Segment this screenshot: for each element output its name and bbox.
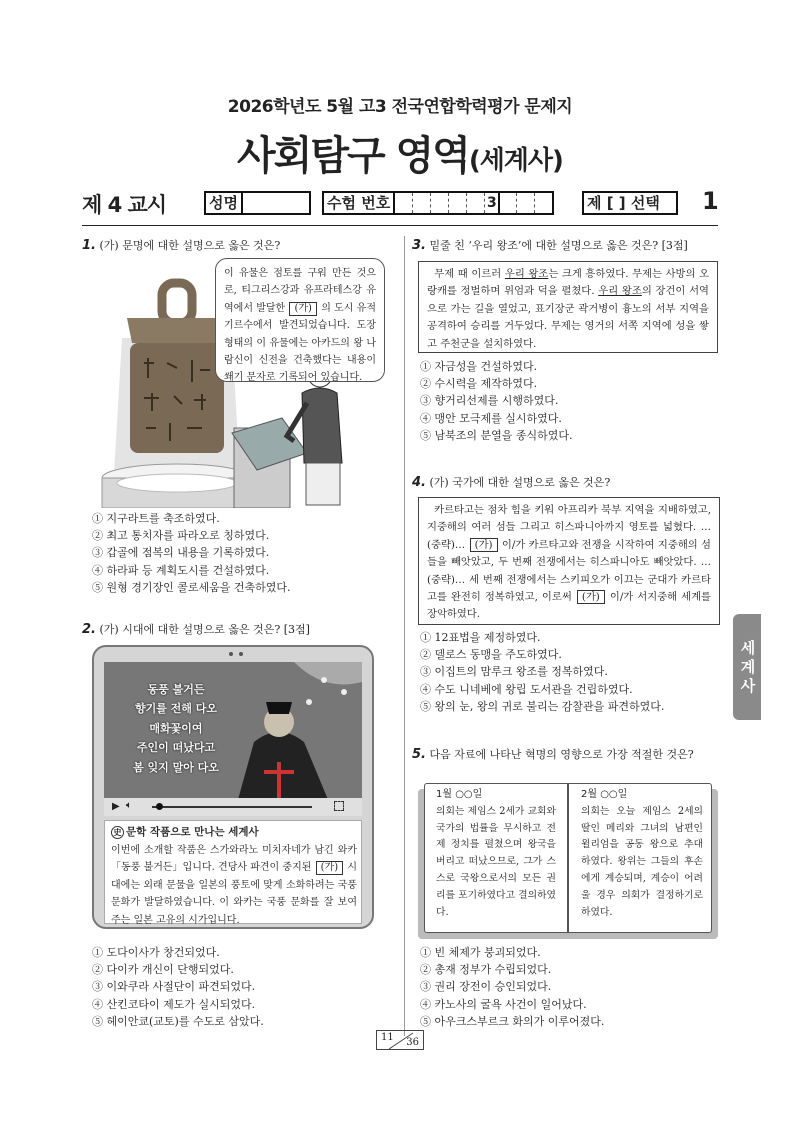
seal-handle <box>162 283 192 323</box>
footer-page: 11 <box>381 1032 394 1043</box>
name-label: 성명 <box>206 193 243 213</box>
choice-5[interactable]: ⑤ 남북조의 분열을 종식하였다. <box>420 428 573 442</box>
video-screen[interactable] <box>104 662 362 814</box>
number-cell <box>430 193 431 213</box>
question-5-choices <box>420 944 604 1030</box>
question-4-passage <box>418 497 720 625</box>
camera-dot <box>229 652 233 656</box>
question-2-choices <box>92 944 264 1030</box>
choice-2[interactable]: ② 수시력을 제작하였다. <box>420 377 538 391</box>
question-4-stem <box>412 474 610 491</box>
choice-5[interactable]: ⑤ 아우크스부르크 화의가 이루어졌다. <box>420 1014 605 1028</box>
choice-5[interactable]: ⑤ 왕의 눈, 왕의 귀로 불리는 감찰관을 파견하였다. <box>420 699 665 713</box>
question-3-stem <box>412 237 688 254</box>
question-text: 밑줄 친 ‘우리 왕조’에 대한 설명으로 옳은 것은? [3점] <box>429 239 688 252</box>
choice-4[interactable]: ④ 하라파 등 계획도시를 건설하였다. <box>92 563 270 577</box>
choice-1[interactable]: ① 자금성을 건설하였다. <box>420 360 538 373</box>
choice-3[interactable]: ③ 권리 장전이 승인되었다. <box>420 980 552 994</box>
choice-1[interactable]: ① 12표법을 제정하였다. <box>420 631 541 644</box>
video-controls <box>104 798 362 816</box>
choice-4[interactable]: ④ 산킨코타이 제도가 실시되었다. <box>92 997 256 1011</box>
underlined-term: 우리 왕조 <box>598 285 642 298</box>
question-1-stem <box>82 237 280 254</box>
choice-4[interactable]: ④ 카노사의 굴욕 사건이 일어났다. <box>420 997 587 1011</box>
question-text: 다음 자료에 나타난 혁명의 영향으로 가장 적절한 것은? <box>429 748 694 761</box>
number-cell <box>466 193 467 213</box>
visitor-vest <box>302 388 342 463</box>
choice-4[interactable]: ④ 수도 니네베에 왕립 도서관을 건립하였다. <box>420 682 633 696</box>
choice-2[interactable]: ② 최고 통치자를 파라오로 칭하였다. <box>92 529 270 543</box>
choice-2[interactable]: ② 총재 정부가 수립되었다. <box>420 963 552 977</box>
exam-title: 2026학년도 5월 고3 전국연합학력평가 문제지 <box>227 97 573 117</box>
card-text-part: 이번에 소개할 작품은 스가와라노 미치자네가 남긴 와카 「동풍 불거든」입니다. 견당사 파견이 중지된 <box>111 845 357 874</box>
visitor-legs <box>306 463 340 505</box>
question-text: (가) 국가에 대한 설명으로 옳은 것은? <box>429 476 611 489</box>
card-text <box>111 842 357 929</box>
progress-handle[interactable] <box>156 803 163 810</box>
card-text-part: 시대에는 외래 문물을 일본의 풍토에 맞게 소화하려는 국풍 문화가 발달하였습니다. 이 와카는 국풍 문화를 잘 보여 주는 일본 고유의 시가입니다. <box>111 862 357 926</box>
number-cell <box>448 193 449 213</box>
history-badge-icon: 史 <box>111 826 124 839</box>
choice-1[interactable]: ① 빈 체제가 붕괴되었다. <box>420 946 541 959</box>
choice-3[interactable]: ③ 이집트의 맘루크 왕조를 정복하였다. <box>420 665 608 679</box>
info-row <box>82 187 722 219</box>
page-number: 1 <box>702 187 719 215</box>
play-icon[interactable]: ▶ <box>112 801 120 812</box>
underlined-term: 우리 왕조 <box>504 268 549 280</box>
question-text: (가) 시대에 대한 설명으로 옳은 것은? [3점] <box>99 623 310 636</box>
name-field[interactable] <box>204 191 311 215</box>
answer-blank: (가) <box>316 861 343 875</box>
choice-2[interactable]: ② 델로스 동맹을 주도하였다. <box>420 648 562 662</box>
exam-number-label: 수험 번호 <box>324 193 395 213</box>
card-title <box>111 824 259 839</box>
passage-text: 카르타고는 점차 힘을 키워 아프리카 북부 지역을 지배하였고, 지중해의 여러 섬들 그리고 히스파니아까지 영토를 넓혔다. …(중략)… <box>427 504 711 551</box>
footer-total: 36 <box>406 1037 419 1048</box>
figure-hat <box>266 702 292 714</box>
subject-main: 사회탐구 영역 <box>237 133 469 179</box>
selection-field[interactable]: 제 [ ] 선택 <box>582 191 678 215</box>
choice-3[interactable]: ③ 이와쿠라 사절단이 파견되었다. <box>92 980 256 994</box>
right-page-content <box>581 787 703 921</box>
camera-dot <box>239 652 243 656</box>
passage-text: 는 크게 흥하였다. 무제는 사방의 오랑캐를 정벌하며 위엄과 덕을 펼쳤다. <box>427 268 710 298</box>
bubble-text: 의 도시 유적 기르수에서 발견되었습니다. 도장 형태의 이 유물에는 아카드의 왕 나람신이 신전을 건축했다는 내용이 쐐기 문자로 기록되어 있습니다. <box>224 302 376 384</box>
column-divider <box>404 236 405 1036</box>
poem-line: 매화꽃이여 <box>149 721 203 735</box>
left-page-content <box>436 787 556 921</box>
poem-line: 동풍 불거든 <box>147 683 205 696</box>
pedestal-light <box>117 474 237 492</box>
fullscreen-icon[interactable] <box>334 801 344 811</box>
number-cell <box>516 193 517 213</box>
choice-5[interactable]: ⑤ 헤이안쿄(교토)를 수도로 삼았다. <box>92 1014 264 1028</box>
subject-paren: (세계사) <box>468 146 563 176</box>
question-3-choices <box>420 358 573 444</box>
choice-1[interactable]: ① 지구라트를 축조하였다. <box>92 512 220 525</box>
seal-base <box>127 318 227 343</box>
volume-icon[interactable]: 🔈︎ <box>126 800 132 811</box>
choice-2[interactable]: ② 다이카 개신이 단행되었다. <box>92 963 234 977</box>
exam-number-digit: 3 <box>487 195 497 211</box>
number-cell <box>498 193 500 213</box>
choice-5[interactable]: ⑤ 원형 경기장인 콜로세움을 건축하였다. <box>92 580 291 594</box>
choice-3[interactable]: ③ 향거리선제를 시행하였다. <box>420 394 559 408</box>
answer-blank: (가) <box>470 538 498 552</box>
exam-number-field[interactable] <box>322 191 554 215</box>
poem-line: 봄 잊지 말아 다오 <box>133 760 219 774</box>
passage-text: 무제 때 이르러 <box>434 268 505 280</box>
progress-bar[interactable] <box>152 806 312 808</box>
passage-text: 의 장건이 서역으로 가는 길을 열었고, 표기장군 곽거병이 흉노의 서부 지역을 공격하여 승리를 거두었다. 무제는 영거의 서쪽 지역에 성을 쌓고 주천군을 설치하였다. <box>427 285 710 350</box>
number-cell <box>534 193 535 213</box>
question-number: 5. <box>412 747 426 762</box>
answer-blank: (가) <box>577 590 605 604</box>
question-number: 3. <box>412 238 426 253</box>
choice-4[interactable]: ④ 맹안 모극제를 실시하였다. <box>420 411 562 425</box>
question-text: (가) 문명에 대한 설명으로 옳은 것은? <box>99 239 281 252</box>
number-cell <box>484 193 485 213</box>
answer-blank: (가) <box>289 302 316 316</box>
poem-line: 주인이 떠났다고 <box>136 741 216 755</box>
card-title-text: 문학 작품으로 만나는 세계사 <box>126 826 259 838</box>
choice-3[interactable]: ③ 갑골에 점복의 내용을 기록하였다. <box>92 546 270 560</box>
right-date: 2월 ○○일 <box>581 789 628 800</box>
bubble-text: 이 유물은 점토를 구워 만든 것으로, 티그리스강과 유프라테스강 유역에서 발달한 <box>224 268 376 314</box>
right-text: 의회는 오늘 제임스 2세의 딸인 메리와 그녀의 남편인 윌리엄을 공동 왕으로 추대하였다. 왕위는 그들의 후손에게 계승되며, 계승이 어려울 경우 의회가 결정하기로 하였다. <box>581 805 703 918</box>
question-number: 1. <box>82 238 96 253</box>
choice-1[interactable]: ① 도다이사가 창건되었다. <box>92 946 220 959</box>
subject-side-tab <box>733 614 761 720</box>
question-1-choices <box>92 510 291 596</box>
question-5-stem <box>412 746 694 763</box>
header-rule <box>82 225 718 226</box>
open-book <box>418 773 718 933</box>
question-1-speech-bubble <box>215 258 385 382</box>
question-3-passage <box>418 261 718 353</box>
number-cell <box>412 193 413 213</box>
period-label: 제 4 교시 <box>82 193 167 217</box>
question-2-stem <box>82 621 310 638</box>
footer-page-indicator <box>376 1030 424 1050</box>
passage-text: 이/가 카르타고와 전쟁을 시작하여 지중해의 섬들을 빼앗았고, 두 번째 전쟁에서는 히스파니아도 빼앗았다. …(중략)… 세 번째 전쟁에서는 스키피오가 이끄는 군대가 카르타고를 완전히 정복하였고, 이로써 <box>427 538 711 604</box>
question-number: 2. <box>82 622 96 637</box>
question-number: 4. <box>412 475 426 490</box>
literature-card <box>104 820 362 924</box>
question-4-choices <box>420 629 664 715</box>
passage-text: 이/가 서지중해 세계를 장악하였다. <box>427 591 711 621</box>
subject-title <box>0 124 800 181</box>
poem-lines <box>104 680 248 777</box>
side-tab-label: 세계사 <box>738 640 757 697</box>
poem-line: 향기를 전해 다오 <box>134 702 218 716</box>
left-date: 1월 ○○일 <box>436 789 483 800</box>
left-text: 의회는 제임스 2세가 교회와 국가의 법률을 무시하고 전제 정치를 펼쳤으며 왕국을 버리고 떠났으므로, 그가 스스로 국왕으로서의 모든 권리를 포기하였다고 결의하였다. <box>436 805 556 918</box>
